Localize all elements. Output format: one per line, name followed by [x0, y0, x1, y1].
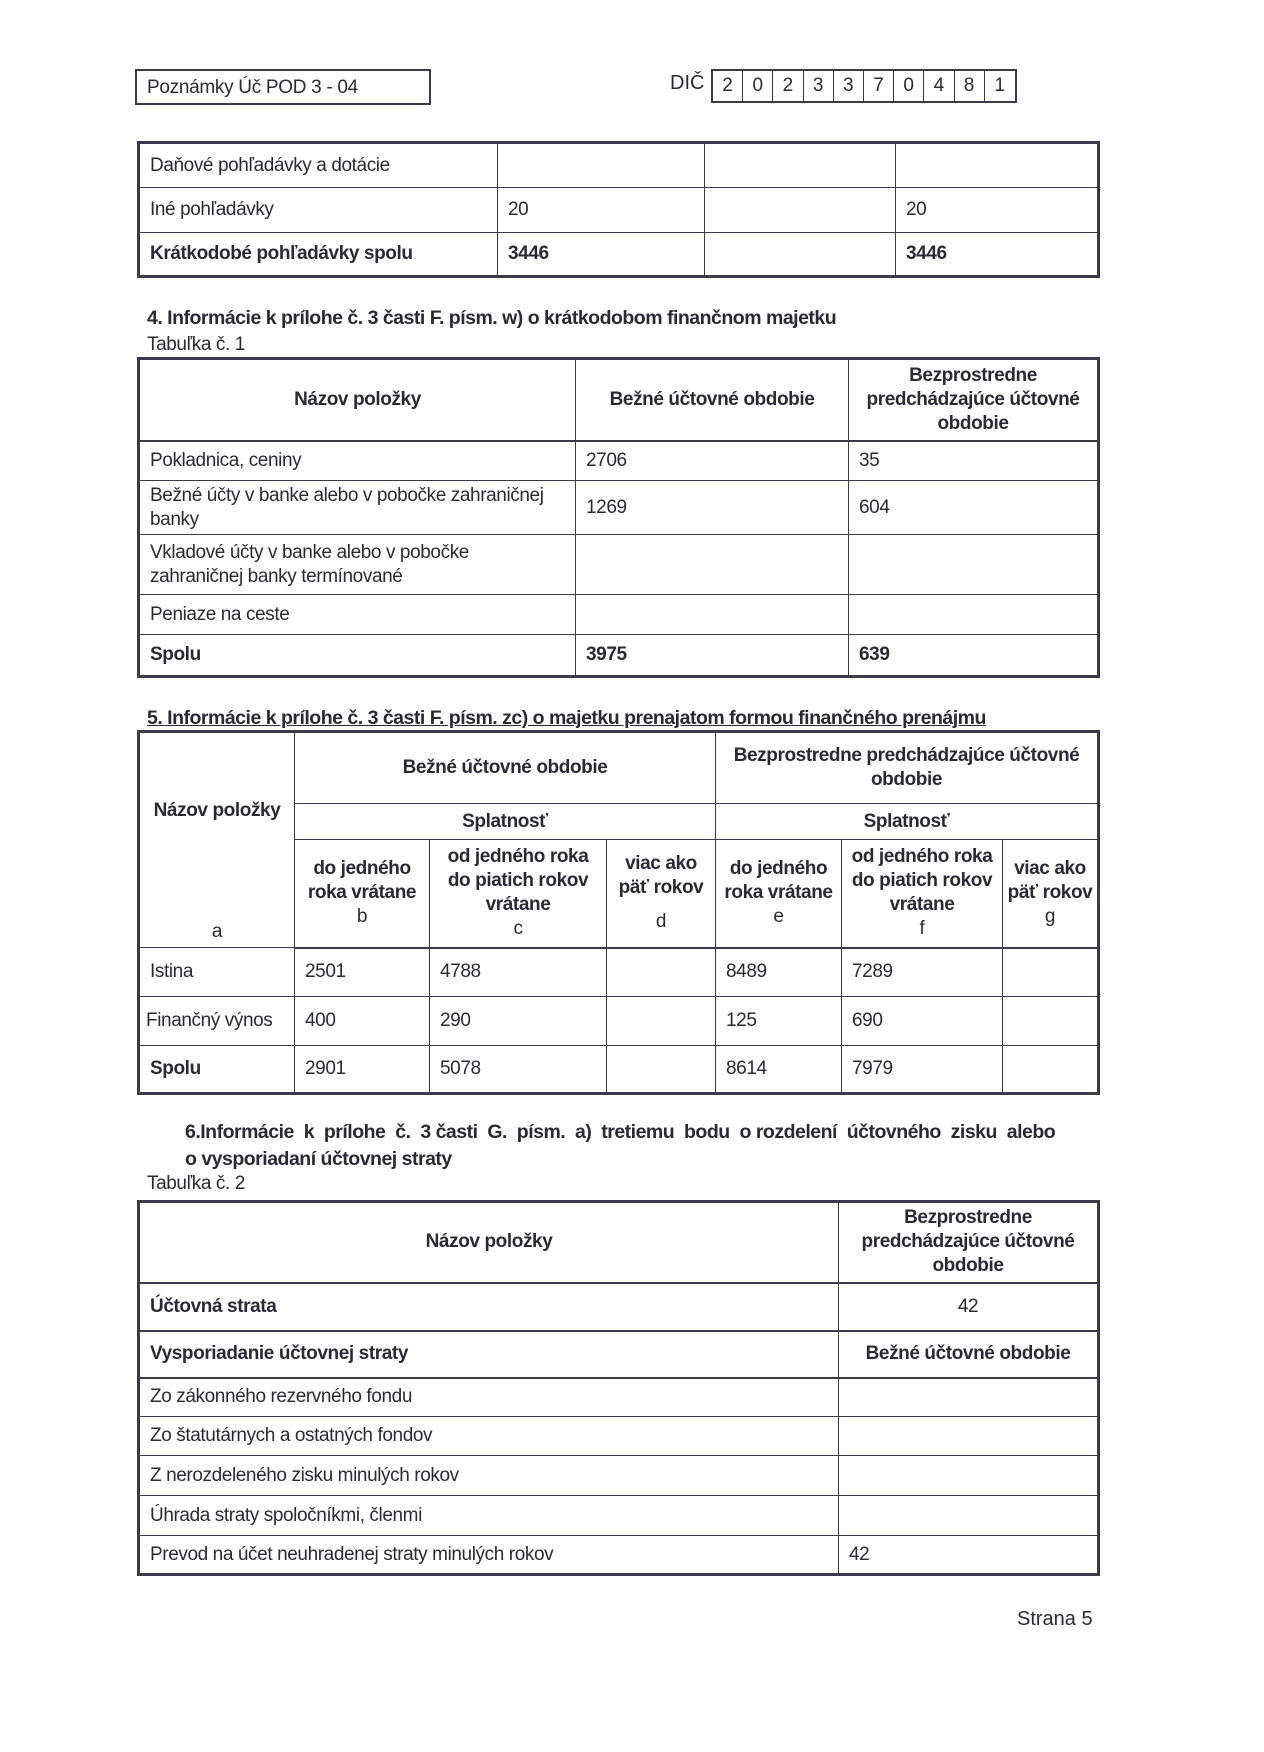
- table-row: [139, 1496, 1099, 1536]
- header-name: Názov položky: [139, 359, 576, 441]
- row-label: Pokladnica, ceniny: [139, 441, 576, 481]
- receivables-table: [137, 141, 1100, 278]
- row-label: Daňové pohľadávky a dotácie: [139, 143, 498, 188]
- row-label: Vysporiadanie účtovnej straty: [139, 1331, 839, 1378]
- header-maturity-previous: Splatnosť: [716, 804, 1099, 840]
- row-label: Krátkodobé pohľadávky spolu: [139, 233, 498, 277]
- col-letter: g: [1044, 906, 1056, 928]
- table-row: [139, 1536, 1099, 1575]
- cell-c: 4788: [430, 948, 607, 997]
- table-row: [139, 1456, 1099, 1496]
- cell: [705, 233, 896, 277]
- header-col-g: [1003, 840, 1099, 948]
- cell: [705, 188, 896, 233]
- table-row: [139, 1378, 1099, 1417]
- section-6-heading-line1: 6.Informácie k prílohe č. 3 časti G. písm. a) tretiemu bodu o rozdelení účtovného zisku alebo: [185, 1121, 1056, 1143]
- col-letter: f: [919, 918, 925, 940]
- row-label: Finančný výnos: [139, 997, 295, 1046]
- header-current: Bežné účtovné obdobie: [295, 732, 716, 804]
- section-4-heading: 4. Informácie k prílohe č. 3 časti F. písm. w) o krátkodobom finančnom majetku: [147, 307, 837, 329]
- cell-value: Bežné účtovné obdobie: [839, 1331, 1099, 1378]
- cell-e: 8489: [716, 948, 842, 997]
- dic-digit: 0: [743, 71, 773, 101]
- header-name: Názov položky: [139, 1202, 839, 1283]
- header-col-d: [607, 840, 716, 948]
- col-letter: d: [655, 911, 667, 933]
- section-6-heading-line2: o vysporiadaní účtovnej straty: [185, 1148, 452, 1170]
- cell-current: 2706: [576, 441, 849, 481]
- cell-g: [1003, 997, 1099, 1046]
- row-label: Iné pohľadávky: [139, 188, 498, 233]
- header-previous: Bezprostredne predchádzajúce účtovné obdobie: [839, 1202, 1099, 1283]
- table-header-row: [139, 732, 1099, 804]
- cell: [705, 143, 896, 188]
- form-label-box: [135, 69, 431, 105]
- table-row-total: [139, 635, 1099, 677]
- table-header-row: [139, 359, 1099, 441]
- finance-lease-table: [137, 730, 1100, 1095]
- cell-current: [576, 595, 849, 635]
- table-row: [139, 948, 1099, 997]
- header-col-c: [430, 840, 607, 948]
- cell-previous: 604: [849, 481, 1099, 535]
- table-row-settlement: [139, 1331, 1099, 1378]
- cell-d: [607, 948, 716, 997]
- row-label: Spolu: [139, 635, 576, 677]
- col-label: do jedného roka vrátane: [307, 858, 417, 904]
- table-row: [139, 481, 1099, 535]
- cell-f: 690: [842, 997, 1003, 1046]
- col-letter: b: [356, 906, 368, 928]
- table-row: [139, 595, 1099, 635]
- dic-label: DIČ: [670, 72, 705, 94]
- col-label: viac ako päť rokov: [1007, 858, 1093, 904]
- cell-value: [839, 1496, 1099, 1536]
- cell: 20: [896, 188, 1099, 233]
- header-current: Bežné účtovné obdobie: [576, 359, 849, 441]
- cell: 3446: [498, 233, 705, 277]
- table-header-row: [139, 1202, 1099, 1283]
- cell-value: 42: [839, 1283, 1099, 1331]
- cell-f: 7979: [842, 1046, 1003, 1094]
- cell-previous: 639: [849, 635, 1099, 677]
- table-row: [139, 441, 1099, 481]
- header-col-f: [842, 840, 1003, 948]
- section-4-caption: Tabuľka č. 1: [147, 334, 245, 355]
- dic-digit-boxes: [711, 69, 1017, 103]
- cell-g: [1003, 948, 1099, 997]
- table-row-total: [139, 233, 1099, 277]
- row-label: Vkladové účty v banke alebo v pobočke zahraničnej banky termínované: [139, 535, 576, 595]
- dic-digit: 4: [924, 71, 954, 101]
- table-row: [139, 535, 1099, 595]
- dic-digit: 3: [804, 71, 834, 101]
- col-letter: c: [513, 918, 523, 940]
- header-previous: Bezprostredne predchádzajúce účtovné obdobie: [849, 359, 1099, 441]
- cell-c: 290: [430, 997, 607, 1046]
- col-label: od jedného roka do piatich rokov vrátane: [447, 846, 589, 916]
- col-label: do jedného roka vrátane: [724, 858, 833, 904]
- row-label: Spolu: [139, 1046, 295, 1094]
- cell-e: 125: [716, 997, 842, 1046]
- row-label: Úhrada straty spoločníkmi, členmi: [139, 1496, 839, 1536]
- cell-f: 7289: [842, 948, 1003, 997]
- dic-digit: 0: [894, 71, 924, 101]
- cell: 3446: [896, 233, 1099, 277]
- col-letter: e: [773, 906, 784, 928]
- cell-value: [839, 1378, 1099, 1417]
- cell-value: [839, 1417, 1099, 1456]
- row-label: Zo štatutárnych a ostatných fondov: [139, 1417, 839, 1456]
- table-row: [139, 1417, 1099, 1456]
- header-maturity-current: Splatnosť: [295, 804, 716, 840]
- cell-previous: [849, 595, 1099, 635]
- table-row-total: [139, 1046, 1099, 1094]
- cell: 20: [498, 188, 705, 233]
- row-label: Zo zákonného rezervného fondu: [139, 1378, 839, 1417]
- header-previous: Bezprostredne predchádzajúce účtovné obdobie: [716, 732, 1099, 804]
- cell-c: 5078: [430, 1046, 607, 1094]
- header-name-letter: a: [211, 921, 223, 942]
- col-label: viac ako päť rokov: [618, 853, 704, 899]
- short-term-financial-assets-table: [137, 357, 1100, 678]
- form-label: Poznámky Úč POD 3 - 04: [147, 77, 358, 98]
- cell-b: 400: [295, 997, 430, 1046]
- loss-settlement-table: [137, 1200, 1100, 1576]
- row-label: Istina: [139, 948, 295, 997]
- row-label: Účtovná strata: [139, 1283, 839, 1331]
- cell-value: 42: [839, 1536, 1099, 1575]
- cell-previous: 35: [849, 441, 1099, 481]
- header-col-e: [716, 840, 842, 948]
- header-col-b: [295, 840, 430, 948]
- row-label: Peniaze na ceste: [139, 595, 576, 635]
- cell: [498, 143, 705, 188]
- cell-b: 2901: [295, 1046, 430, 1094]
- table-row: [139, 143, 1099, 188]
- cell-value: [839, 1456, 1099, 1496]
- cell: [896, 143, 1099, 188]
- page-number: Strana 5: [1017, 1608, 1093, 1630]
- cell-previous: [849, 535, 1099, 595]
- row-label: Prevod na účet neuhradenej straty minulých rokov: [139, 1536, 839, 1575]
- header-name: [139, 732, 295, 948]
- cell-current: 1269: [576, 481, 849, 535]
- row-label: Bežné účty v banke alebo v pobočke zahraničnej banky: [139, 481, 576, 535]
- table-row: [139, 997, 1099, 1046]
- table-row: [139, 188, 1099, 233]
- cell-d: [607, 997, 716, 1046]
- dic-digit: 3: [834, 71, 864, 101]
- section-5-heading: 5. Informácie k prílohe č. 3 časti F. písm. zc) o majetku prenajatom formou finančného prenájmu: [147, 707, 986, 729]
- dic-digit: 2: [713, 71, 743, 101]
- cell-current: 3975: [576, 635, 849, 677]
- row-label: Z nerozdeleného zisku minulých rokov: [139, 1456, 839, 1496]
- cell-e: 8614: [716, 1046, 842, 1094]
- dic-digit: 1: [994, 75, 1006, 96]
- cell-current: [576, 535, 849, 595]
- col-label: od jedného roka do piatich rokov vrátane: [851, 846, 993, 916]
- cell-b: 2501: [295, 948, 430, 997]
- cell-d: [607, 1046, 716, 1094]
- table-row-loss: [139, 1283, 1099, 1331]
- section-6-caption: Tabuľka č. 2: [147, 1173, 245, 1194]
- dic-digit: 2: [773, 71, 803, 101]
- header-name-label: Názov položky: [153, 800, 281, 821]
- dic-digit: 7: [864, 71, 894, 101]
- dic-digit: 8: [955, 71, 985, 101]
- cell-g: [1003, 1046, 1099, 1094]
